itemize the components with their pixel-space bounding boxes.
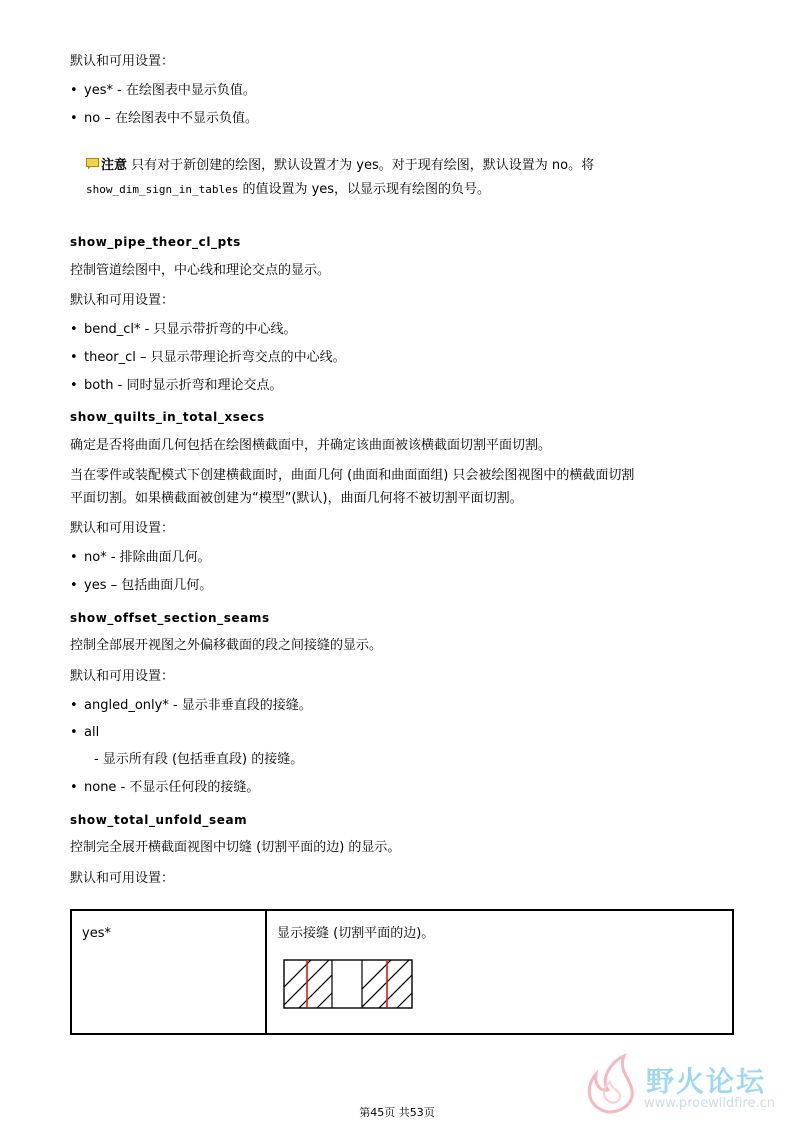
list-item: • no – 在绘图表中不显示负值。 xyxy=(70,111,258,126)
section-description: 控制管道绘图中，中心线和理论交点的显示。 xyxy=(70,263,331,278)
section-heading: show_quilts_in_total_xsecs xyxy=(70,410,265,424)
note-label: 注意 xyxy=(101,158,128,173)
defaults-label: 默认和可用设置： xyxy=(70,54,175,69)
bullet-icon: • xyxy=(70,550,78,565)
bullet-icon: • xyxy=(70,780,78,795)
list-item: • none - 不显示任何段的接缝。 xyxy=(70,780,260,795)
watermark-url: www.proewildfire.cn xyxy=(644,1096,775,1111)
table-cell-description xyxy=(266,910,733,1034)
list-item: • theor_cl – 只显示带理论折弯交点的中心线。 xyxy=(70,350,346,365)
list-item: • yes – 包括曲面几何。 xyxy=(70,578,213,593)
list-item: • all xyxy=(70,725,100,740)
defaults-label: 默认和可用设置： xyxy=(70,669,175,684)
note-line-2: show_dim_sign_in_tables 的值设置为 yes，以显示现有绘图的负号。 xyxy=(86,182,491,197)
bullet-icon: • xyxy=(70,322,78,337)
bullet-icon: • xyxy=(70,578,78,593)
settings-table xyxy=(70,909,734,1035)
hatch-left xyxy=(283,960,365,1008)
section-description: 当在零件或装配模式下创建横截面时，曲面几何 (曲面和曲面面组) 只会被绘图视图中的横截面切割 xyxy=(70,468,635,483)
section-description: 控制全部展开视图之外偏移截面的段之间接缝的显示。 xyxy=(70,638,383,653)
bullet-icon: • xyxy=(70,698,78,713)
section-heading: show_offset_section_seams xyxy=(70,611,270,625)
section-heading: show_total_unfold_seam xyxy=(70,813,248,827)
watermark-brand: 野火论坛 xyxy=(646,1065,767,1098)
bullet-icon: • xyxy=(70,378,78,393)
list-item: • angled_only* - 显示非垂直段的接缝。 xyxy=(70,698,312,713)
defaults-label: 默认和可用设置： xyxy=(70,293,175,308)
bullet-icon: • xyxy=(70,83,78,98)
hatch-right xyxy=(343,960,415,1008)
bullet-icon: • xyxy=(70,111,78,126)
section-description: 控制完全展开横截面视图中切缝 (切割平面的边) 的显示。 xyxy=(70,840,401,855)
section-description: 确定是否将曲面几何包括在绘图横截面中，并确定该曲面被该横截面切割平面切割。 xyxy=(70,438,552,453)
list-item: • yes* - 在绘图表中显示负值。 xyxy=(70,83,256,98)
note-icon xyxy=(86,158,100,170)
bullet-icon: • xyxy=(70,350,78,365)
list-item: • no* - 排除曲面几何。 xyxy=(70,550,211,565)
list-item: • both - 同时显示折弯和理论交点。 xyxy=(70,378,283,393)
table-row xyxy=(71,910,733,1034)
section-description: 平面切割。如果横截面被创建为“模型”(默认)，曲面几何将不被切割平面切割。 xyxy=(70,491,523,506)
defaults-label: 默认和可用设置： xyxy=(70,871,175,886)
list-item-continuation: - 显示所有段 (包括垂直段) 的接缝。 xyxy=(94,752,304,767)
table-cell-value: yes* xyxy=(71,910,266,1034)
table-description-text: 显示接缝 (切割平面的边)。 xyxy=(277,926,435,941)
section-heading: show_pipe_theor_cl_pts xyxy=(70,235,241,249)
note-block xyxy=(86,156,594,175)
page-number: 第45页 共53页 xyxy=(359,1106,435,1119)
note-text: 只有对于新创建的绘图，默认设置才为 yes。对于现有绘图，默认设置为 no。将 xyxy=(127,158,595,173)
config-option-code: show_dim_sign_in_tables xyxy=(86,183,239,196)
list-item: • bend_cl* - 只显示带折弯的中心线。 xyxy=(70,322,297,337)
unfold-seam-illustration xyxy=(283,959,415,1011)
bullet-icon: • xyxy=(70,725,78,740)
defaults-label: 默认和可用设置： xyxy=(70,521,175,536)
